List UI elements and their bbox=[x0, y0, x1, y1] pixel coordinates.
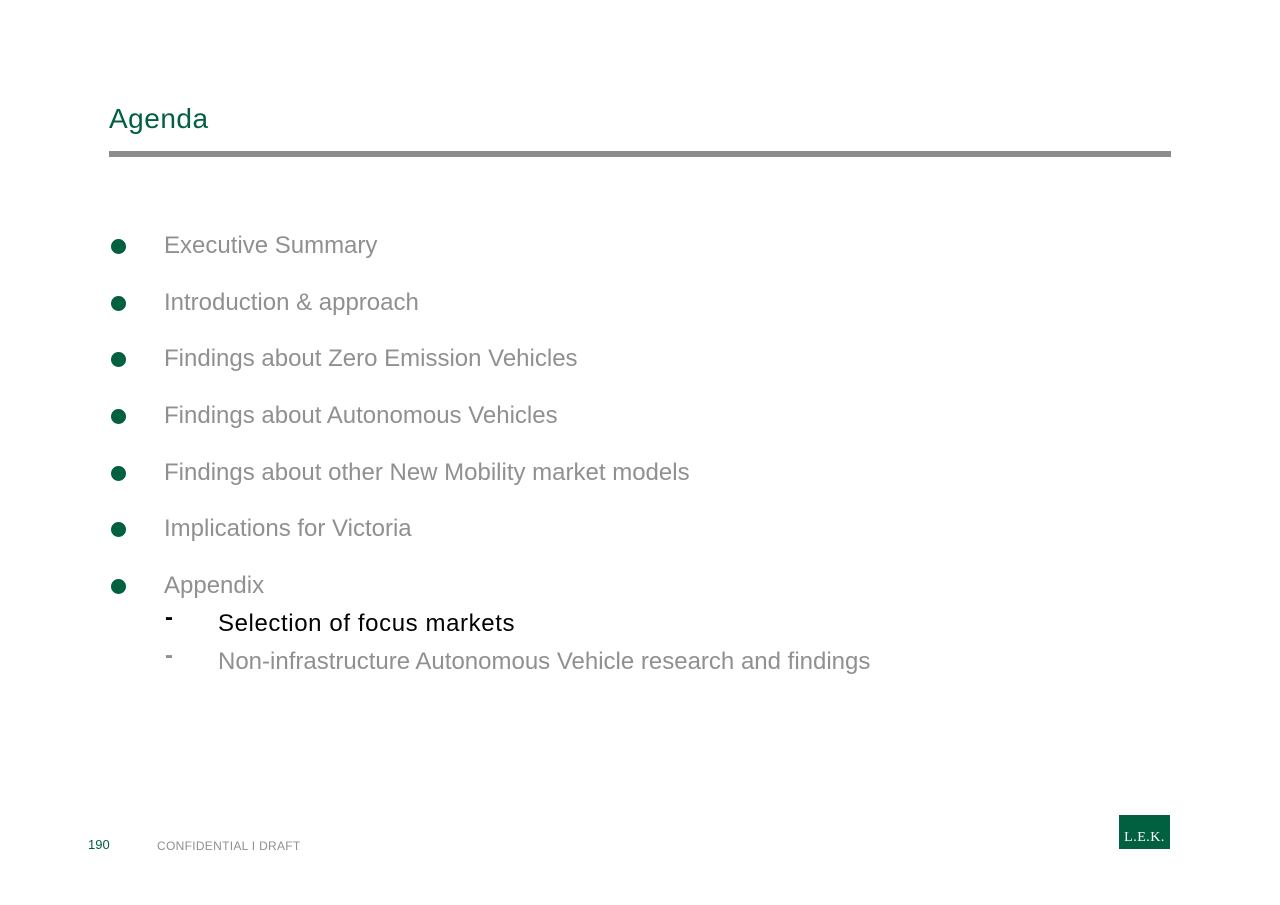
dash-marker-icon: - bbox=[165, 604, 173, 631]
sub-item-label-current: Selection of focus markets bbox=[218, 610, 516, 637]
agenda-item-zero-emission bbox=[110, 344, 1010, 374]
lek-logo bbox=[1119, 815, 1170, 849]
bullet-icon bbox=[111, 522, 126, 537]
agenda-item-label: Implications for Victoria bbox=[164, 515, 412, 542]
bullet-icon bbox=[111, 296, 126, 311]
agenda-item-executive-summary bbox=[110, 231, 1010, 261]
agenda-item-label: Executive Summary bbox=[164, 232, 378, 259]
dash-marker-icon: - bbox=[165, 642, 173, 669]
sub-item-non-infrastructure bbox=[165, 642, 1065, 677]
sub-item-label: Non-infrastructure Autonomous Vehicle research and findings bbox=[218, 648, 871, 675]
bullet-icon bbox=[111, 239, 126, 254]
bullet-icon bbox=[111, 579, 126, 594]
agenda-item-label: Findings about other New Mobility market models bbox=[164, 459, 690, 486]
agenda-item-label: Findings about Autonomous Vehicles bbox=[164, 402, 558, 429]
slide-title: Agenda bbox=[109, 103, 209, 134]
agenda-item-autonomous bbox=[110, 401, 1010, 431]
agenda-item-label: Findings about Zero Emission Vehicles bbox=[164, 345, 578, 372]
agenda-item-new-mobility bbox=[110, 458, 1010, 488]
page-number: 190 bbox=[88, 837, 110, 852]
agenda-item-appendix bbox=[110, 571, 1010, 601]
agenda-item-introduction bbox=[110, 288, 1010, 318]
bullet-icon bbox=[111, 352, 126, 367]
agenda-item-label: Introduction & approach bbox=[164, 289, 419, 316]
agenda-item-label: Appendix bbox=[164, 572, 265, 599]
bullet-icon bbox=[111, 409, 126, 424]
bullet-icon bbox=[111, 466, 126, 481]
sub-item-focus-markets bbox=[165, 604, 1065, 639]
agenda-item-implications bbox=[110, 514, 1010, 544]
logo-text: L.E.K. bbox=[1124, 830, 1165, 845]
confidential-label: CONFIDENTIAL I DRAFT bbox=[157, 839, 301, 853]
